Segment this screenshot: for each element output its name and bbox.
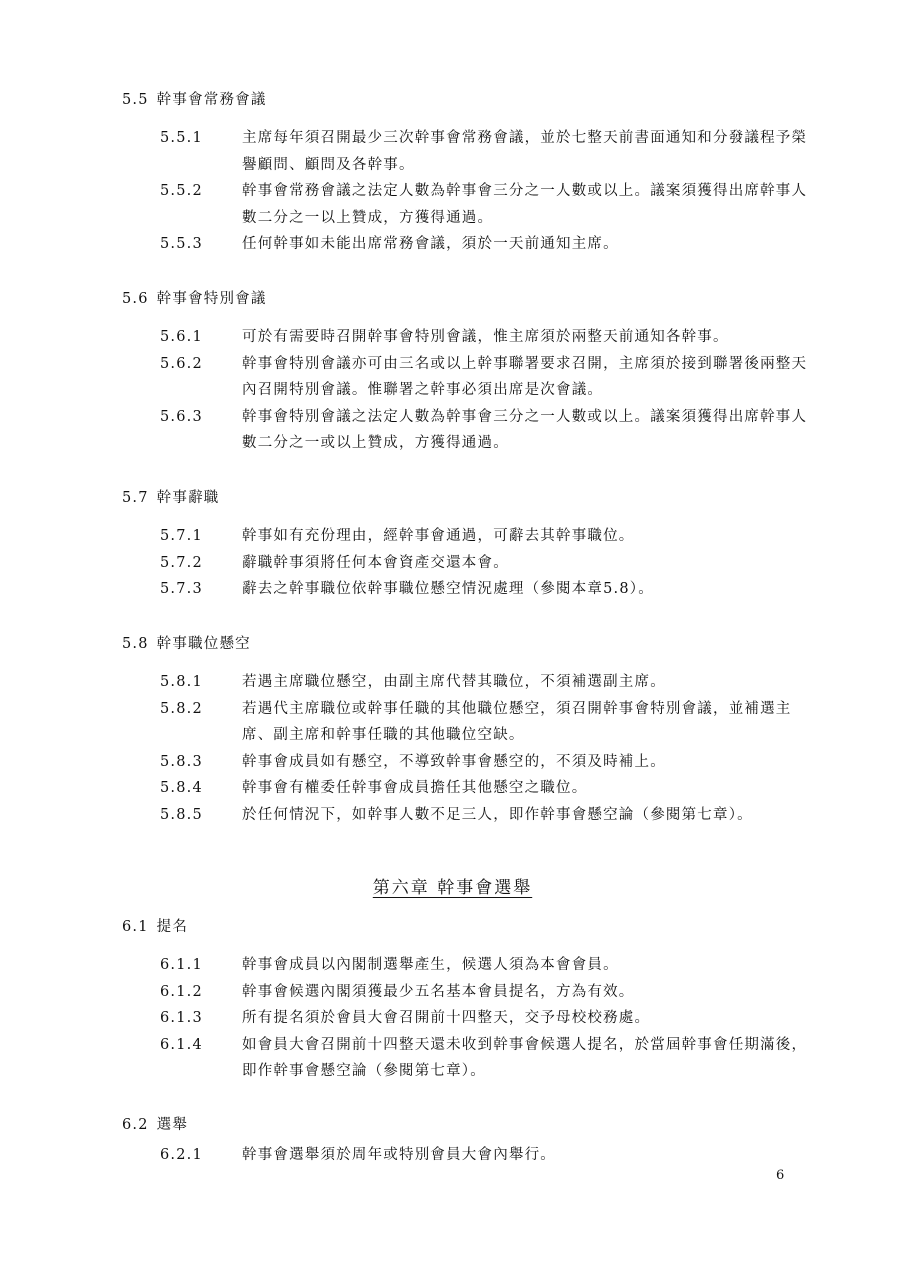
clause: [160, 749, 815, 776]
section-title: 幹事職位懸空: [156, 636, 251, 652]
section-number: 5.7: [122, 490, 149, 506]
section-6-1: [122, 914, 815, 1085]
clause-text: 幹事會選舉須於周年或特別會員大會內舉行。: [242, 1147, 556, 1163]
clause: [160, 523, 815, 550]
clause-list: [122, 125, 815, 258]
clause-text: 於任何情況下，如幹事人數不足三人，即作幹事會懸空論（參閱第七章）。: [242, 806, 753, 823]
clause-text: 所有提名須於會員大會召開前十四整天，交予母校校務處。: [242, 1010, 651, 1026]
clause: [160, 351, 815, 404]
section-5-6: [122, 286, 815, 457]
clause-number: 6.2.1: [160, 1147, 203, 1163]
clause: [160, 178, 815, 231]
clause-text: 若遇主席職位懸空，由副主席代替其職位，不須補選副主席。: [242, 674, 666, 690]
clause-list: [122, 669, 815, 828]
clause-text: 主席每年須召開最少三次幹事會常務會議，並於七整天前書面通知和分發議程予榮譽顧問、顧問及各幹事。: [242, 130, 808, 173]
clause-number: 5.8.5: [160, 806, 203, 823]
section-number: 5.8: [122, 636, 149, 652]
clause: [160, 669, 815, 696]
page-number: 6: [776, 1168, 786, 1183]
clause: [160, 324, 815, 351]
clause-text: 辭職幹事須將任何本會資產交還本會。: [242, 554, 509, 571]
clause-number: 6.1.1: [160, 957, 203, 973]
clause: [160, 576, 815, 603]
section-number: 5.6: [122, 291, 149, 307]
clause-number: 5.8.2: [160, 700, 203, 717]
section-5-8: [122, 631, 815, 828]
clause-text: 任何幹事如未能出席常務會議，須於一天前通知主席。: [242, 236, 619, 252]
section-5-7: [122, 485, 815, 603]
clause-number: 6.1.2: [160, 983, 203, 1000]
clause-number: 5.6.2: [160, 355, 203, 372]
clause-text: 幹事會特別會議亦可由三名或以上幹事聯署要求召開，主席須於接到聯署後兩整天內召開特別會議。惟聯署之幹事必須出席是次會議。: [242, 355, 808, 398]
clause-number: 5.5.1: [160, 130, 203, 146]
clause-list: [122, 1142, 815, 1169]
clause-list: [122, 324, 815, 457]
clause: [160, 952, 815, 979]
chapter-title-text: 第六章 幹事會選舉: [372, 878, 533, 898]
chapter-title: [0, 873, 905, 898]
clause-text: 若遇代主席職位或幹事任職的其他職位懸空，須召開幹事會特別會議，並補選主席、副主席和幹事任職的其他職位空缺。: [242, 700, 792, 743]
clause: [160, 802, 815, 829]
clause-text: 幹事會特別會議之法定人數為幹事會三分之一人數或以上。議案須獲得出席幹事人數二分之一或以上贊成，方獲得通過。: [242, 408, 808, 451]
clause-list: [122, 952, 815, 1085]
clause-number: 5.5.2: [160, 183, 203, 199]
section-title: 幹事會特別會議: [156, 291, 267, 307]
clause-text: 幹事如有充份理由，經幹事會通過，可辭去其幹事職位。: [242, 528, 635, 544]
clause-text: 幹事會成員如有懸空，不導致幹事會懸空的，不須及時補上。: [242, 753, 666, 770]
section-title: 幹事會常務會議: [156, 92, 267, 108]
section-heading: [122, 87, 815, 113]
section-heading: [122, 914, 815, 940]
clause-number: 5.5.3: [160, 236, 203, 252]
clause-number: 5.8.4: [160, 780, 203, 796]
section-number: 6.2: [122, 1117, 149, 1133]
section-title: 提名: [156, 919, 189, 935]
clause-number: 5.7.2: [160, 554, 203, 571]
clause-number: 5.7.1: [160, 528, 203, 544]
section-heading: [122, 485, 815, 511]
clause-text: 辭去之幹事職位依幹事職位懸空情況處理（參閱本章5.8）。: [242, 581, 654, 597]
section-heading: [122, 631, 815, 657]
section-number: 5.5: [122, 92, 149, 108]
clause: [160, 979, 815, 1006]
section-title: 幹事辭職: [156, 490, 220, 506]
clause-text: 如會員大會召開前十四整天還未收到幹事會候選人提名，於當屆幹事會任期滿後，即作幹事會懸空論（參閱第七章）。: [242, 1036, 808, 1079]
clause-number: 5.8.1: [160, 674, 203, 690]
clause-number: 5.7.3: [160, 581, 203, 597]
clause-text: 幹事會有權委任幹事會成員擔任其他懸空之職位。: [242, 780, 588, 796]
section-6-2: [122, 1112, 815, 1169]
clause: [160, 1142, 815, 1169]
clause-text: 可於有需要時召開幹事會特別會議，惟主席須於兩整天前通知各幹事。: [242, 329, 729, 345]
clause-number: 5.6.1: [160, 329, 203, 345]
clause: [160, 125, 815, 178]
clause-text: 幹事會成員以內閣制選舉產生，候選人須為本會會員。: [242, 957, 619, 973]
clause-text: 幹事會常務會議之法定人數為幹事會三分之一人數或以上。議案須獲得出席幹事人數二分之一以上贊成，方獲得通過。: [242, 183, 808, 226]
section-5-5: [122, 87, 815, 258]
clause: [160, 1032, 815, 1085]
section-heading: [122, 286, 815, 312]
clause: [160, 1005, 815, 1032]
clause: [160, 550, 815, 577]
clause-text: 幹事會候選內閣須獲最少五名基本會員提名，方為有效。: [242, 983, 635, 1000]
section-number: 6.1: [122, 919, 149, 935]
clause-number: 5.6.3: [160, 408, 203, 425]
clause-number: 6.1.3: [160, 1010, 203, 1026]
section-title: 選舉: [156, 1117, 189, 1133]
clause: [160, 231, 815, 258]
clause-list: [122, 523, 815, 603]
clause-number: 6.1.4: [160, 1036, 203, 1053]
clause: [160, 696, 815, 749]
clause-number: 5.8.3: [160, 753, 203, 770]
clause: [160, 404, 815, 457]
section-heading: [122, 1112, 815, 1138]
clause: [160, 775, 815, 802]
